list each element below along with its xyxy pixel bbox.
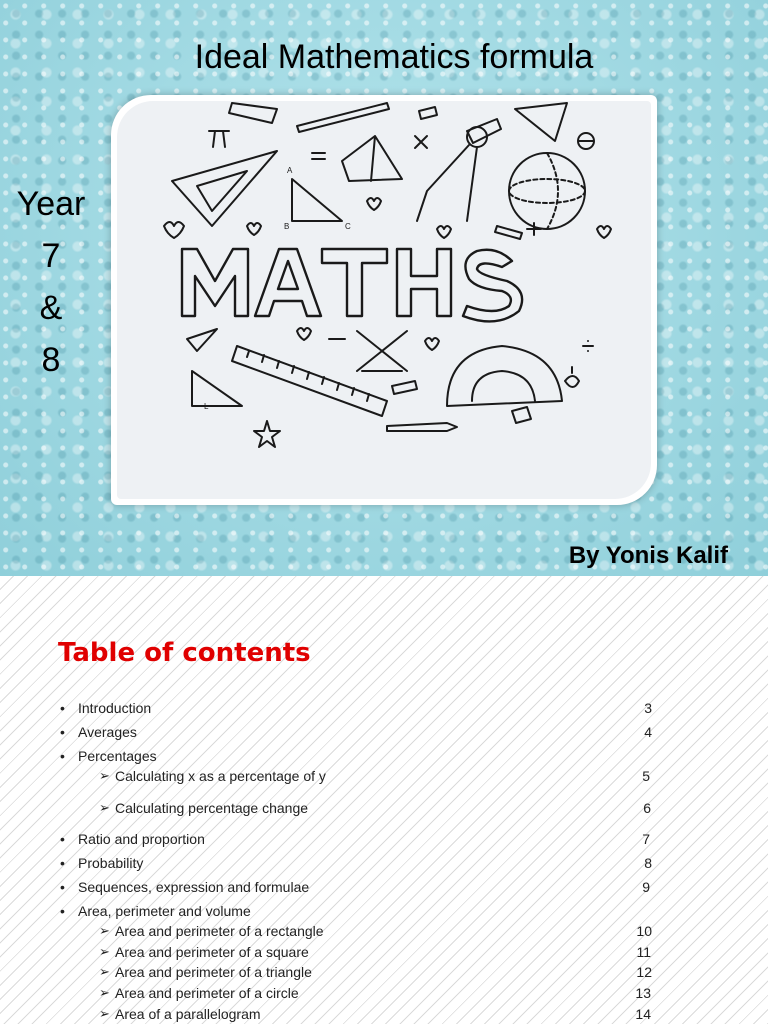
toc-item-label: Calculating x as a percentage of y	[115, 768, 326, 784]
year-word: Year	[16, 185, 86, 223]
svg-text:B: B	[284, 222, 290, 231]
toc-item[interactable]	[0, 724, 768, 744]
toc-item-label: Area of a parallelogram	[115, 1006, 261, 1022]
toc-item-page: 14	[635, 1006, 651, 1022]
maths-doodle-image	[117, 101, 651, 499]
toc-item-page: 8	[644, 855, 652, 871]
toc-item-label: Sequences, expression and formulae	[78, 879, 310, 895]
toc-item[interactable]	[0, 831, 768, 851]
year-number-7: 7	[41, 237, 61, 275]
toc-item-label: Area and perimeter of a square	[115, 944, 309, 960]
bullet-icon: •	[60, 748, 65, 764]
toc-item[interactable]	[0, 964, 768, 984]
toc-item-page: 6	[643, 800, 651, 816]
arrow-bullet-icon: ➢	[99, 964, 110, 979]
toc-item[interactable]	[0, 768, 768, 788]
toc-item-label: Area and perimeter of a rectangle	[115, 923, 324, 939]
toc-heading: Table of contents	[58, 638, 311, 668]
toc-item-label: Ratio and proportion	[78, 831, 205, 847]
arrow-bullet-icon: ➢	[99, 985, 110, 1000]
toc-item-label: Averages	[78, 724, 137, 740]
svg-text:L: L	[204, 402, 209, 411]
arrow-bullet-icon: ➢	[99, 944, 110, 959]
toc-item-page: 12	[636, 964, 652, 980]
svg-text:C: C	[345, 222, 351, 231]
arrow-bullet-icon: ➢	[99, 768, 110, 783]
toc-item-label: Percentages	[78, 748, 157, 764]
toc-item-label: Introduction	[78, 700, 152, 716]
toc-item-page: 5	[642, 768, 650, 784]
maths-doodle-illustration	[117, 101, 651, 499]
toc-item-page: 11	[636, 944, 651, 960]
toc-item-page: 9	[642, 879, 650, 895]
arrow-bullet-icon: ➢	[99, 1006, 110, 1021]
bullet-icon: •	[60, 831, 65, 847]
year-ampersand: &	[39, 289, 63, 327]
bullet-icon: •	[60, 879, 65, 895]
toc-item[interactable]	[0, 700, 768, 720]
toc-item[interactable]	[0, 944, 768, 964]
toc-item-label: Area and perimeter of a triangle	[115, 964, 312, 980]
toc-item-page: 10	[636, 923, 652, 939]
author-name: By Yonis Kalif	[568, 542, 728, 569]
toc-item-page: 13	[635, 985, 651, 1001]
toc-item-label: Probability	[78, 855, 144, 871]
toc-item[interactable]	[0, 903, 768, 923]
toc-item-label: Area, perimeter and volume	[78, 903, 251, 919]
toc-item-page: 4	[644, 724, 652, 740]
toc-item[interactable]	[0, 800, 768, 820]
year-number-8: 8	[41, 341, 61, 379]
arrow-bullet-icon: ➢	[99, 923, 110, 938]
toc-item[interactable]	[0, 985, 768, 1005]
toc-item[interactable]	[0, 923, 768, 943]
toc-item-label: Area and perimeter of a circle	[115, 985, 299, 1001]
bullet-icon: •	[60, 855, 65, 871]
toc-item-label: Calculating percentage change	[115, 800, 309, 816]
toc-item[interactable]	[0, 855, 768, 875]
bullet-icon: •	[60, 903, 65, 919]
toc-item[interactable]	[0, 748, 768, 768]
cover-title: Ideal Mathematics formula	[194, 38, 594, 76]
toc-item[interactable]	[0, 879, 768, 899]
toc-list	[0, 576, 768, 1024]
toc-page	[0, 576, 768, 1024]
svg-text:A: A	[287, 166, 293, 175]
year-label	[10, 178, 92, 386]
bullet-icon: •	[60, 700, 65, 716]
toc-item-page: 3	[644, 700, 652, 716]
bullet-icon: •	[60, 724, 65, 740]
toc-item[interactable]	[0, 1006, 768, 1024]
cover-image-frame	[111, 95, 657, 505]
arrow-bullet-icon: ➢	[99, 800, 110, 815]
toc-item-page: 7	[642, 831, 650, 847]
